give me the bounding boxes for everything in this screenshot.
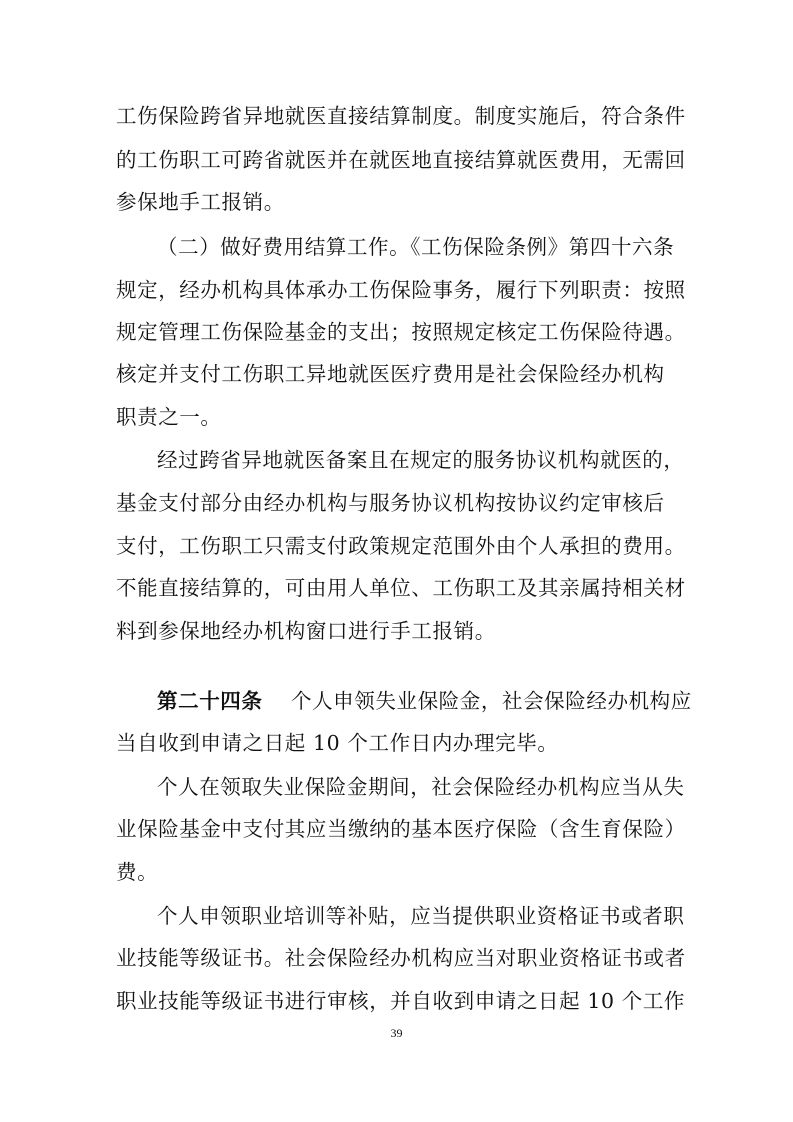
- text-line: 基金支付部分由经办机构与服务协议机构按协议约定审核后: [116, 491, 665, 515]
- page-number: 39: [390, 1026, 403, 1040]
- text-line: 不能直接结算的，可由用人单位、工伤职工及其亲属持相关材: [116, 576, 686, 600]
- text-line: 业保险基金中支付其应当缴纳的基本医疗保险（含生育保险）: [116, 817, 686, 841]
- text-line: 核定并支付工伤职工异地就医医疗费用是社会保险经办机构: [116, 362, 665, 386]
- text-line: 支付，工伤职工只需支付政策规定范围外由个人承担的费用。: [116, 534, 686, 558]
- text-line: 当自收到申请之日起 10 个工作日内办理完毕。: [116, 731, 559, 755]
- text-line: 业技能等级证书。社会保险经办机构应当对职业资格证书或者: [116, 946, 686, 970]
- text-line: 费。: [116, 860, 159, 884]
- text-line: 料到参保地经办机构窗口进行手工报销。: [116, 619, 496, 643]
- text-line: 职业技能等级证书进行审核，并自收到申请之日起 10 个工作: [116, 989, 686, 1013]
- text-line: 个人在领取失业保险金期间，社会保险经办机构应当从失: [157, 775, 685, 799]
- text-line: 个人申领职业培训等补贴，应当提供职业资格证书或者职: [157, 904, 685, 928]
- text-line: 的工伤职工可跨省就医并在就医地直接结算就医费用，无需回: [116, 148, 686, 172]
- text-line: 参保地手工报销。: [116, 190, 285, 214]
- text-line: 工伤保险跨省异地就医直接结算制度。制度实施后，符合条件: [116, 104, 686, 128]
- text-line: 职责之一。: [116, 405, 222, 429]
- text-line: （二）做好费用结算工作。《工伤保险条例》第四十六条: [157, 235, 675, 259]
- text-line: 规定管理工伤保险基金的支出；按照规定核定工伤保险待遇。: [116, 320, 686, 344]
- text-line: 经过跨省异地就医备案且在规定的服务协议机构就医的，: [157, 448, 685, 472]
- article-heading-line: [157, 689, 692, 713]
- article-text: 个人申领失业保险金，社会保险经办机构应: [290, 689, 692, 713]
- article-number: 第二十四条: [157, 689, 263, 713]
- text-line: 规定，经办机构具体承办工伤保险事务，履行下列职责：按照: [116, 278, 686, 302]
